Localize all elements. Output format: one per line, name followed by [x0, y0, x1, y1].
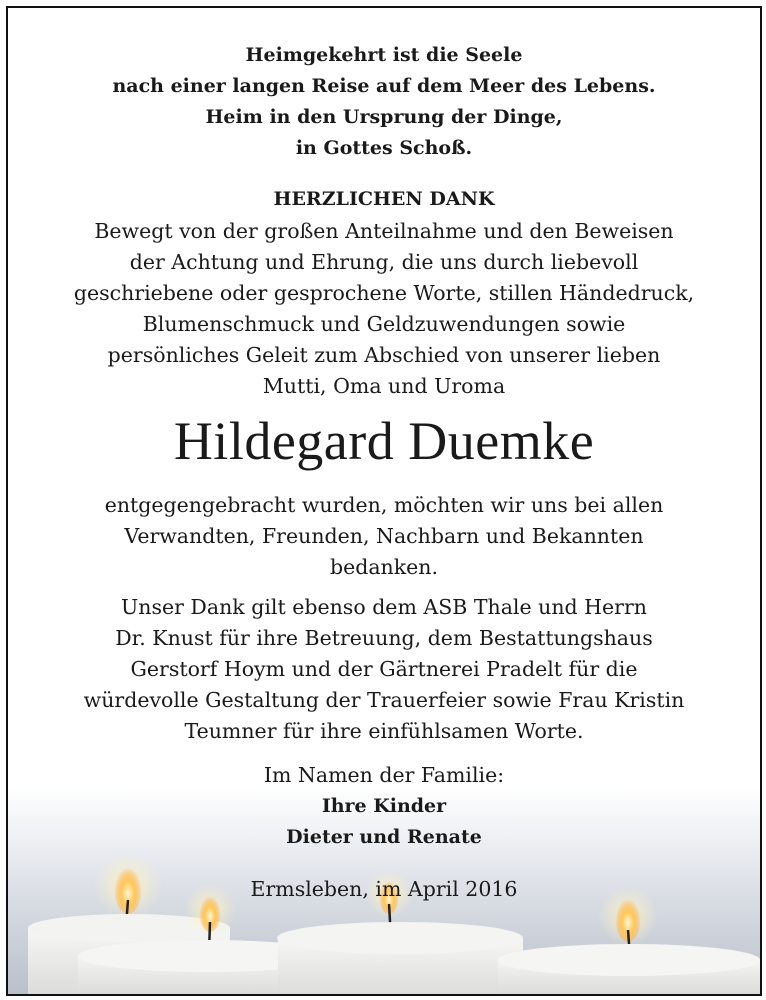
after-name-text — [8, 490, 760, 583]
thanks-line: geschriebene oder gesprochene Worte, stillen Händedruck, — [73, 281, 695, 305]
verse-line: Heim in den Ursprung der Dinge, — [205, 106, 563, 128]
obituary-notice — [6, 6, 762, 996]
extra-thanks-line: Teumner für ihre einfühlsamen Worte. — [184, 719, 584, 743]
verse-block — [8, 40, 760, 164]
extra-thanks-text — [8, 592, 760, 747]
family-intro: Im Namen der Familie: — [263, 763, 505, 787]
thanks-line: Mutti, Oma und Uroma — [262, 374, 506, 398]
deceased-name: Hildegard Duemke — [173, 411, 595, 471]
after-name-line: entgegengebracht wurden, möchten wir uns bei allen — [104, 493, 664, 517]
verse-line: in Gottes Schoß. — [295, 137, 473, 159]
extra-thanks-line: Gerstorf Hoym und der Gärtnerei Pradelt für die — [130, 657, 638, 681]
place-date: Ermsleben, im April 2016 — [250, 877, 518, 901]
thanks-heading: HERZLICHEN DANK — [273, 188, 495, 210]
thanks-line: persönliches Geleit zum Abschied von unserer lieben — [107, 343, 661, 367]
verse-line: nach einer langen Reise auf dem Meer des Lebens. — [112, 75, 656, 97]
extra-thanks-line: Unser Dank gilt ebenso dem ASB Thale und Herrn — [120, 595, 647, 619]
thanks-line: der Achtung und Ehrung, die uns durch liebevoll — [129, 250, 639, 274]
thanks-line: Blumenschmuck und Geldzuwendungen sowie — [142, 312, 626, 336]
verse-line: Heimgekehrt ist die Seele — [245, 44, 523, 66]
family-names: Dieter und Renate — [286, 826, 482, 848]
thanks-text — [8, 216, 760, 402]
thanks-line: Bewegt von der großen Anteilnahme und den Beweisen — [94, 219, 674, 243]
extra-thanks-line: Dr. Knust für ihre Betreuung, dem Bestattungshaus — [115, 626, 653, 650]
after-name-line: Verwandten, Freunden, Nachbarn und Bekannten — [124, 524, 644, 548]
family-children: Ihre Kinder — [321, 795, 447, 817]
after-name-line: bedanken. — [329, 555, 439, 579]
extra-thanks-line: würdevolle Gestaltung der Trauerfeier sowie Frau Kristin — [83, 688, 685, 712]
